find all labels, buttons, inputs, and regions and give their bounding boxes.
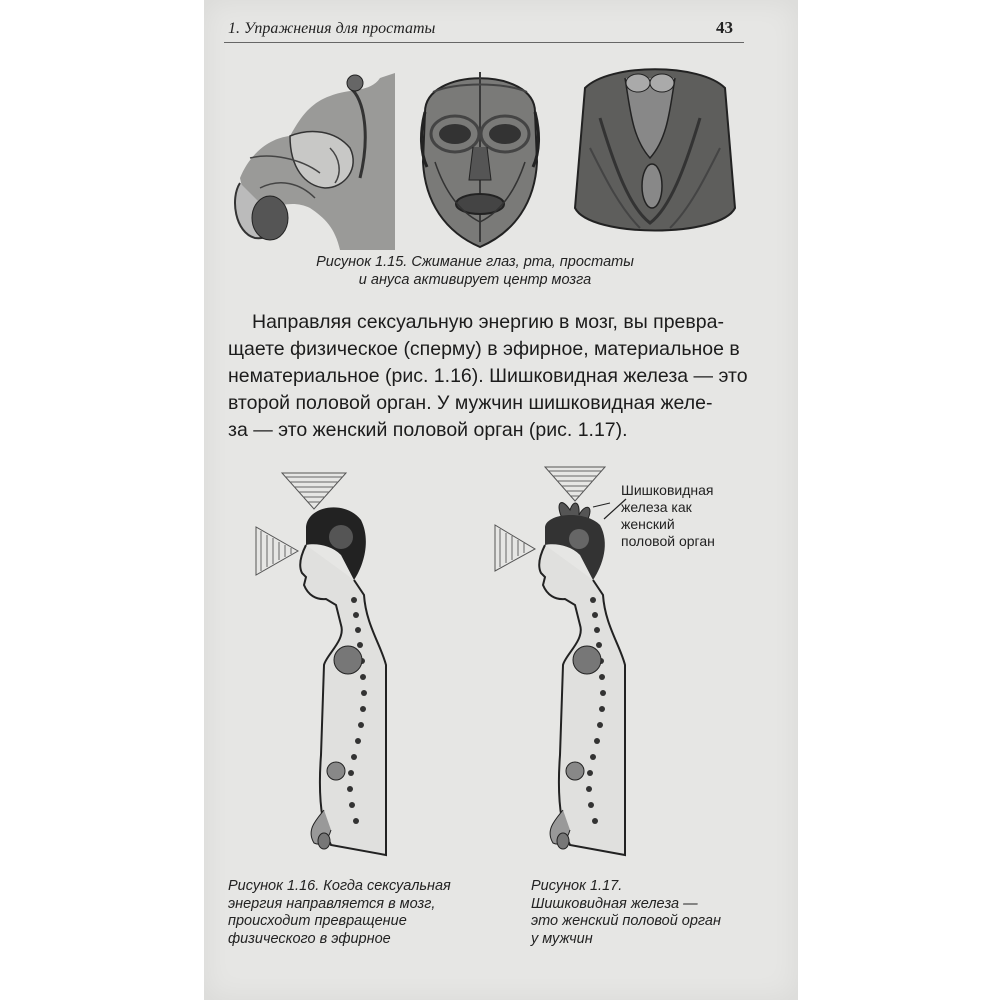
caption-line: и ануса активирует центр мозга <box>358 272 592 288</box>
figure-1-17-caption <box>531 878 751 948</box>
body-line: щаете физическое (сперму) в эфирное, материальное в <box>228 338 740 360</box>
figure-1-15-caption <box>290 253 660 289</box>
caption-line: Рисунок 1.15. Сжимание глаз, рта, простаты <box>316 254 634 270</box>
figure-1-16-caption <box>228 878 518 948</box>
header-rule <box>224 42 744 43</box>
caption-line: энергия направляется в мозг, <box>228 895 436 912</box>
caption-line: Рисунок 1.16. Когда сексуальная <box>228 878 451 894</box>
caption-line: происходит превращение <box>228 913 407 929</box>
annotation-line: половой орган <box>621 533 715 549</box>
figure-1-16-illustration <box>236 465 436 875</box>
figure-1-15-pelvic-floor-illustration <box>570 58 740 250</box>
annotation-line: Шишковидная <box>621 482 714 498</box>
figure-1-15-pelvis-illustration <box>230 58 400 250</box>
figure-1-15-face-muscles-illustration <box>405 52 555 250</box>
caption-line: это женский половой орган <box>531 913 721 929</box>
body-line: за — это женский половой орган (рис. 1.17). <box>228 419 628 441</box>
body-line: нематериальное (рис. 1.16). Шишковидная железа — это <box>228 365 748 387</box>
caption-line: у мужчин <box>531 930 593 947</box>
caption-line: Рисунок 1.17. <box>531 878 623 894</box>
annotation-line: женский <box>621 516 675 532</box>
caption-line: физического в эфирное <box>228 930 391 947</box>
annotation-line: железа как <box>621 499 692 515</box>
page-number: 43 <box>716 18 733 37</box>
body-paragraph <box>228 309 750 444</box>
figure-1-17-annotation <box>621 482 771 550</box>
body-line: Направляя сексуальную энергию в мозг, вы превра- <box>252 311 724 333</box>
caption-line: Шишковидная железа — <box>531 895 698 912</box>
running-header-title: 1. Упражнения для простаты <box>228 20 436 37</box>
body-line: второй половой орган. У мужчин шишковидная желе- <box>228 392 713 414</box>
